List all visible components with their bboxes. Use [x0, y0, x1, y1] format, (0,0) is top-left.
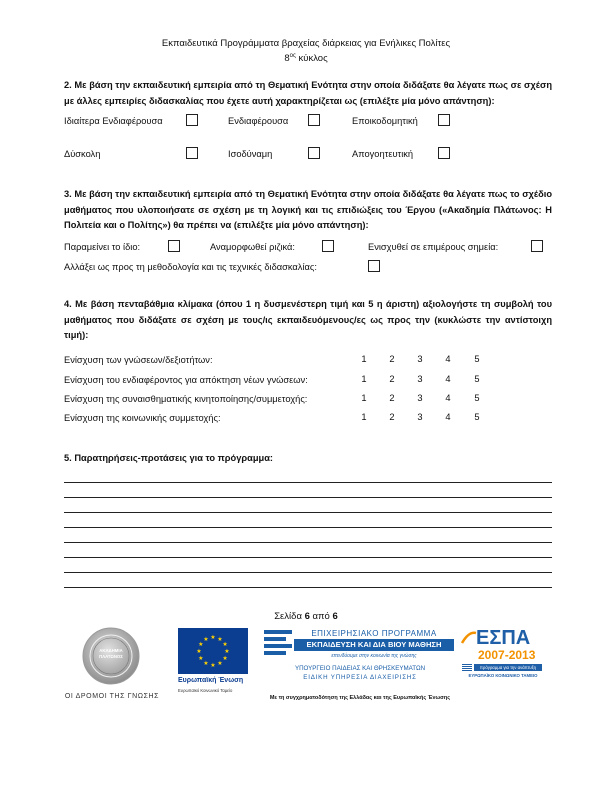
q3-option-label: Αναμορφωθεί ριζικά:: [210, 242, 295, 252]
rating-option[interactable]: 2: [389, 412, 395, 422]
question-4: 4. Με βάση πενταβάθμια κλίμακα (όπου 1 η δυσμενέστερη τιμή και 5 η άριστη) αξιολογήστε τη συμβολή του μαθήματος που διδάξατε σε σχέση με τους/ις εκπαιδευόμενους/ες ως προς την (κυκλώστε την αντίστοιχη τιμή):: [64, 299, 552, 340]
rating-row-label: Ενίσχυση της κοινωνικής συμμετοχής:: [64, 413, 221, 423]
rating-option[interactable]: 1: [361, 393, 367, 403]
q2-option-checkbox[interactable]: [308, 147, 320, 159]
greek-flag-stripes-icon: [264, 628, 294, 658]
eu-star-icon: ★: [203, 661, 209, 668]
rating-option[interactable]: 5: [474, 412, 480, 422]
q2-option-label: Ιδιαίτερα Ενδιαφέρουσα: [64, 116, 163, 126]
rating-row-label: Ενίσχυση των γνώσεων/δεξιοτήτων:: [64, 355, 213, 365]
eu-star-icon: ★: [222, 656, 228, 662]
answer-line[interactable]: [64, 587, 552, 588]
espa-slogan: πρόγραμμα για την ανάπτυξη: [474, 664, 542, 671]
espa-title: ΕΣΠΑ: [476, 627, 531, 649]
q2-option-checkbox[interactable]: [308, 114, 320, 126]
document-title: Εκπαιδευτικά Προγράμματα βραχείας διάρκειας για Ενήλικες Πολίτες: [161, 38, 451, 49]
rating-option[interactable]: 2: [389, 354, 395, 364]
answer-line[interactable]: [64, 512, 552, 513]
answer-line[interactable]: [64, 572, 552, 573]
page-total: 6: [332, 611, 338, 622]
greek-flag-icon: [462, 664, 472, 671]
epeaek-logo: [262, 628, 454, 686]
ministry-name: ΥΠΟΥΡΓΕΙΟ ΠΑΙΔΕΙΑΣ ΚΑΙ ΘΡΗΣΚΕΥΜΑΤΩΝ: [294, 665, 426, 672]
rating-option[interactable]: 1: [361, 412, 367, 422]
eu-star-icon: ★: [203, 636, 209, 643]
q3-option-label: Αλλάξει ως προς τη μεθοδολογία και τις τεχνικές διδασκαλίας:: [64, 262, 317, 272]
eu-star-icon: ★: [224, 649, 230, 655]
epeaek-line1: ΕΠΙΧΕΙΡΗΣΙΑΚΟ ΠΡΟΓΡΑΜΜΑ: [311, 629, 437, 638]
espa-fund: ΕΥΡΩΠΑΪΚΟ ΚΟΙΝΩΝΙΚΟ ΤΑΜΕΙΟ: [468, 673, 538, 678]
eu-subtitle: Ευρωπαϊκό Κοινωνικό Ταμείο: [178, 688, 233, 693]
eu-star-icon: ★: [196, 649, 202, 655]
eu-stars-icon: [178, 628, 248, 674]
cofinance-note: Με τη συγχρηματοδότηση της Ελλάδας και της Ευρωπαϊκής Ένωσης: [269, 695, 451, 701]
rating-option[interactable]: 2: [389, 374, 395, 384]
cycle-number: 8: [284, 53, 290, 65]
question-2: 2. Με βάση την εκπαιδευτική εμπειρία από τη Θεματική Ενότητα στην οποία διδάξατε θα λέγατε πως σε σχέση με άλλες εμπειρίες διδασκαλίας που έχετε αυτή χαρακτηρίζεται ως (επιλέξτε μία μόνο απάντηση):: [64, 80, 552, 106]
rating-option[interactable]: 5: [474, 354, 480, 364]
eu-star-icon: ★: [198, 642, 204, 648]
cycle-ordinal: ος: [289, 53, 296, 59]
rating-option[interactable]: 3: [417, 393, 423, 403]
rating-option[interactable]: 3: [417, 412, 423, 422]
rating-option[interactable]: 5: [474, 374, 480, 384]
q2-option-checkbox[interactable]: [438, 147, 450, 159]
eu-star-icon: ★: [210, 635, 216, 641]
q3-option-label: Ενισχυθεί σε επιμέρους σημεία:: [368, 242, 499, 252]
eu-star-icon: ★: [217, 636, 223, 643]
rating-option[interactable]: 1: [361, 354, 367, 364]
answer-line[interactable]: [64, 557, 552, 558]
epeaek-slogan: επενδύουμε στην κοινωνία της γνώσης: [331, 653, 417, 659]
q2-option-checkbox[interactable]: [438, 114, 450, 126]
q2-option-label: Ισοδύναμη: [228, 149, 273, 159]
rating-option[interactable]: 5: [474, 393, 480, 403]
eu-star-icon: ★: [198, 656, 204, 662]
q2-option-label: Ενδιαφέρουσα: [228, 116, 289, 126]
answer-line[interactable]: [64, 497, 552, 498]
eu-title: Ευρωπαϊκή Ένωση: [178, 677, 244, 684]
eu-star-icon: ★: [217, 661, 223, 668]
q2-option-label: Δύσκολη: [64, 149, 101, 159]
cycle-label: [0, 50, 612, 65]
q3-option-checkbox[interactable]: [322, 240, 334, 252]
eu-star-icon: ★: [210, 663, 216, 669]
q2-option-label: Εποικοδομητική: [352, 116, 418, 126]
page-number: [0, 611, 612, 622]
rating-row-label: Ενίσχυση της συναισθηματικής κινητοποίησης/συμμετοχής:: [64, 394, 308, 404]
answer-line[interactable]: [64, 527, 552, 528]
q2-option-checkbox[interactable]: [186, 114, 198, 126]
rating-option[interactable]: 4: [445, 374, 451, 384]
q3-option-label: Παραμείνει το ίδιο:: [64, 242, 141, 252]
eu-flag-logo: [178, 628, 248, 674]
page-prefix: Σελίδα: [274, 611, 302, 622]
espa-years: 2007-2013: [478, 648, 536, 662]
rating-option[interactable]: 4: [445, 412, 451, 422]
managing-authority: ΕΙΔΙΚΗ ΥΠΗΡΕΣΙΑ ΔΙΑΧΕΙΡΙΣΗΣ: [303, 674, 417, 681]
rating-row-label: Ενίσχυση του ενδιαφέροντος για απόκτηση νέων γνώσεων:: [64, 375, 308, 385]
espa-logo: [458, 627, 544, 679]
rating-option[interactable]: 3: [417, 354, 423, 364]
rating-option[interactable]: 2: [389, 393, 395, 403]
rating-option[interactable]: 4: [445, 354, 451, 364]
academy-caption: ΟΙ ΔΡΟΜΟΙ ΤΗΣ ΓΝΩΣΗΣ: [64, 693, 160, 700]
q3-option-checkbox[interactable]: [368, 260, 380, 272]
answer-line[interactable]: [64, 482, 552, 483]
academy-seal-text: ΑΚΑΔΗΜΙΑ ΠΛΑΤΩΝΟΣ: [99, 648, 123, 659]
epeaek-line2: ΕΚΠΑΙΔΕΥΣΗ ΚΑΙ ΔΙΑ ΒΙΟΥ ΜΑΘΗΣΗ: [294, 639, 454, 651]
question-3: 3. Με βάση την εκπαιδευτική εμπειρία από τη Θεματική Ενότητα στην οποία διδάξατε θα λέγατε πως το σχέδιο μαθήματος που υλοποιήσατε σε σχέση με τη λογική και τις επιδιώξεις του Έργου («Ακαδημία Πλάτωνος: Η Πολιτεία και ο Πολίτης») θα πρέπει να (επιλέξτε μία μόνο απάντηση):: [64, 189, 552, 230]
eu-star-icon: ★: [222, 642, 228, 648]
q2-option-checkbox[interactable]: [186, 147, 198, 159]
rating-option[interactable]: 4: [445, 393, 451, 403]
q2-option-label: Απογοητευτική: [352, 149, 414, 159]
question-5: 5. Παρατηρήσεις-προτάσεις για το πρόγραμμα:: [64, 453, 274, 463]
page-of: από: [312, 611, 330, 622]
rating-option[interactable]: 3: [417, 374, 423, 384]
q3-option-checkbox[interactable]: [168, 240, 180, 252]
answer-line[interactable]: [64, 542, 552, 543]
page-current: 6: [304, 611, 310, 622]
rating-option[interactable]: 1: [361, 374, 367, 384]
q3-option-checkbox[interactable]: [531, 240, 543, 252]
cycle-word: κύκλος: [298, 53, 328, 65]
